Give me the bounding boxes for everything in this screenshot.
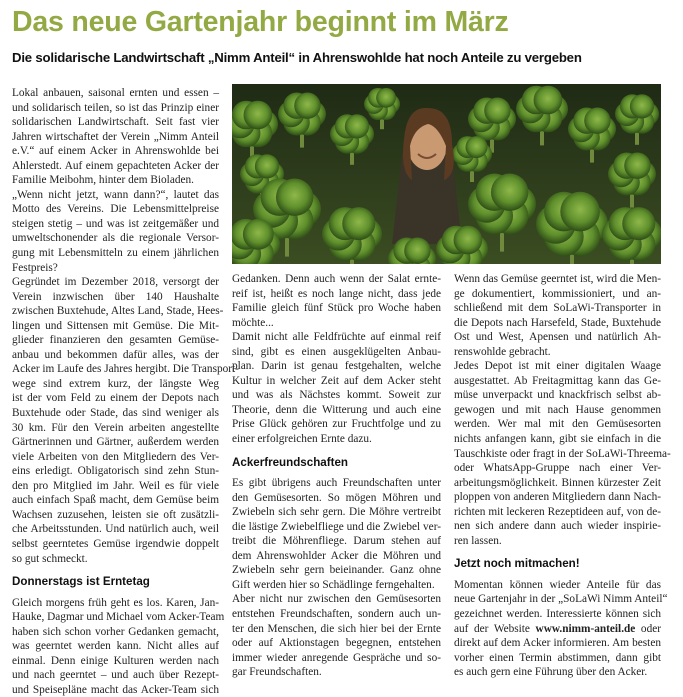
text-line: Tauschkiste oder fragt in der SoLaWi-Threema-: [454, 447, 671, 460]
text-line: Familie Meibohm, hinter dem Bioladen.: [12, 174, 194, 187]
text-line: renswohlde gebracht.: [454, 345, 551, 358]
text-line: Gleich morgens früh geht es los. Karen, Jan-: [12, 596, 219, 609]
text-line: was geerntet werden kann. Nicht alles auf: [12, 640, 219, 653]
text-line: ge dokumentiert, kommissioniert, und an-: [454, 287, 661, 300]
website-line: auf der Website www.nimm-anteil.de oder: [454, 622, 661, 635]
text-line: Prise Glück gehören zur Fruchtfolge und zu: [232, 418, 441, 431]
text-line: „Wenn nicht jetzt, wann dann?“, lautet das: [12, 188, 219, 201]
text-line: Gift werden hier so Schädlinge ferngehalten.: [232, 578, 435, 591]
text-line: lingen und Sittensen mit Gemüse. Die Mit-: [12, 319, 219, 332]
text-line: und solidarisch teilen, so ist das Prinzip einer: [12, 101, 219, 114]
text-line: ist der vom Feld zu einem der Depots nach: [12, 392, 219, 405]
text-line: und nach geerntet – und auch über Rezept-: [12, 669, 219, 682]
text-line: nichts anfangen kann, gibt sie einfach in die: [454, 433, 661, 446]
text-line: viele Arbeiten von den Mitgliedern des Ver-: [12, 450, 219, 463]
text-line: oder WhatsApp-Gruppe nach einer Ver-: [454, 462, 661, 475]
text-line: gewogen und mit nach Hause genommen: [454, 403, 661, 416]
column-2: [232, 272, 441, 680]
text-line: Gegründet im Dezember 2018, versorgt der: [12, 276, 219, 289]
text-line: einmal. Denn einige Kulturen werden nach: [12, 654, 219, 667]
text-line: und Speisepläne macht das Acker-Team sich: [12, 683, 219, 696]
text-line: Momentan können wieder Anteile für das: [454, 578, 661, 591]
text-line: den pro Mitglied im Jahr. Weil es für viele: [12, 479, 219, 492]
text-line: Jahren wirtschaftet der Verein „Nimm Anteil: [12, 130, 219, 143]
text-line: glieder finanzieren den gesamten Gemüse-: [12, 334, 219, 347]
text-line: Aber nicht nur zwischen den Gemüsesorten: [232, 593, 441, 606]
text-line: die Depots nach Harsefeld, Stade, Buxtehude: [454, 316, 661, 329]
text-line: Acker im Laufe des Jahres hergibt. Die Transport-: [12, 363, 239, 376]
text-line: Ahlerstedt. Auf einem gepachteten Acker der: [12, 159, 219, 172]
text-line: haben sich schon vorher Gedanken gemacht,: [12, 625, 219, 638]
text-line: oder auf Aktionstagen begegnen, entstehen: [232, 637, 441, 650]
text-line: möchte...: [232, 316, 274, 329]
text-line: schließend mit dem SoLaWi-Transporter in: [454, 302, 661, 315]
text-line: nen sich andere dann auch wieder inspirie-: [454, 520, 661, 533]
text-line: die lästige Zwiebelfliege und die Zwiebel ver-: [232, 520, 441, 533]
text-line: reif ist, heißt es noch lange nicht, dass jede: [232, 287, 441, 300]
text-line: 30 km. Für den Verein arbeiten angestellte: [12, 421, 219, 434]
text-line: treibt die Möhrenfliege. Darum stehen auf: [232, 535, 441, 548]
text-line: Verein inzwischen über 140 Haushalte: [12, 290, 219, 303]
heading-mitmachen: Jetzt noch mitmachen!: [454, 557, 580, 571]
text-line: Familie gleich fünf Stück pro Woche haben: [232, 302, 441, 315]
text-line: Wenn das Gemüse geerntet ist, wird die Men-: [454, 273, 661, 285]
text-line: entstehen Freundschaften, sondern auch un-: [232, 607, 441, 620]
text-line: selbst geerntetes Gemüse irgendwie doppelt: [12, 537, 219, 550]
text-line: anbau und bekommen dafür alles, was der: [12, 348, 219, 361]
text-line: Motto des Vereins. Die Lebensmittelpreise: [12, 203, 219, 216]
text-line: werden. Wer mal mit den Gemüsesorten: [454, 418, 661, 431]
text-line: es auch gern eine Führung über den Acker.: [454, 666, 648, 679]
kale-field-photo: [232, 84, 661, 264]
text-line: zwischen Buxtehude, Altes Land, Stade, Hees-: [12, 305, 224, 318]
article-headline: Das neue Gartenjahr beginnt im März: [12, 6, 509, 38]
text-line: vorher einen Termin abstimmen, dann gibt: [454, 651, 661, 664]
text-line: Festpreis?: [12, 261, 58, 274]
text-line: Theorie, denn die Witterung und auch eine: [232, 403, 441, 416]
text-line: ausgestattet. Ab Freitagmittag kann das Ge-: [454, 374, 661, 387]
text-line: che Arbeitsstunden. Und natürlich auch, weil: [12, 523, 219, 536]
text-line: ploppen von anderen Mitgliedern dann Nach-: [454, 491, 661, 504]
column-1: [12, 86, 239, 697]
text-line: Zwiebeln sehr gern beieinander. Ganz ohne: [232, 564, 441, 577]
text-line: solidarischen Landwirtschaft. Seit fast vier: [12, 116, 219, 129]
text-line: gar Freundschaften.: [232, 666, 322, 679]
text-line: müse unverpackt und knackfrisch selbst ab-: [454, 389, 661, 402]
text-line: eins erledigt. Obligatorisch sind zehn Stun-: [12, 465, 219, 478]
text-line: sind, gibt es einen ausgeklügelten Anbau-: [232, 345, 441, 358]
text-line: so gut schmeckt.: [12, 552, 88, 565]
text-line: auch einfach Spaß macht, dem Gemüse beim: [12, 494, 219, 507]
text-line: dem Ahrenswohlder Acker die Möhren und: [232, 549, 441, 562]
text-line: Hauke, Dagmar und Michael vom Acker-Team: [12, 611, 225, 624]
text-line: neue Gartenjahr in der „SoLaWi Nimm Anteil“: [454, 593, 668, 606]
text-line: Gärtnerinnen und Gärtner, außerdem werden: [12, 436, 219, 449]
text-line: arbeitungsmöglichkeit. Binnen kürzester Zeit: [454, 476, 661, 489]
text-line: gung mit Lebensmitteln zu einem jährlichen: [12, 247, 219, 260]
heading-ackerfreundschaften: Ackerfreundschaften: [232, 455, 348, 469]
text-line: ter den Menschen, die sich hier bei der Ernte: [232, 622, 441, 635]
text-line: einer erfolgreichen Ernte dazu.: [232, 433, 372, 446]
text-line: Wachsen zuzusehen, leisten sie oft zusätzli-: [12, 508, 219, 521]
text-line: plan. Darin ist genau festgehalten, welche: [232, 360, 441, 373]
text-line: und was als Nächstes kommt. Soweit zur: [232, 389, 441, 402]
heading-erntetag: Donnerstags ist Erntetag: [12, 575, 150, 589]
text-line: Gedanken. Denn auch wenn der Salat ernte-: [232, 273, 441, 285]
text-line: Ost und West, Apensen und natürlich Ah-: [454, 331, 661, 344]
text-line: richten mit leckeren Rezeptideen auf, von de-: [454, 505, 661, 518]
text-line: Damit nicht alle Feldfrüchte auf einmal reif: [232, 331, 441, 344]
text-line: Buxtehude oder Stade, das sind weniger als: [12, 407, 219, 420]
article-subheadline: Die solidarische Landwirtschaft „Nimm Anteil“ in Ahrenswohlde hat noch Anteile zu vergeben: [12, 50, 582, 65]
text-line: immer wieder anregende Gespräche und so-: [232, 651, 441, 664]
text-line: direkt auf dem Acker informieren. Am besten: [454, 637, 661, 650]
text-line: Jedes Depot ist mit einer digitalen Waage: [454, 360, 661, 373]
text-line: ren lassen.: [454, 534, 502, 547]
website-link[interactable]: www.nimm-anteil.de: [535, 622, 636, 635]
text-line: umweltschonender als die regionale Versor-: [12, 232, 219, 245]
text-line: Zwiebeln sich sehr gern. Die Möhre vertreibt: [232, 506, 441, 519]
text-line: den Gemüsesorten. So mögen Möhren und: [232, 491, 441, 504]
text-line: Es gibt übrigens auch Freundschaften unter: [232, 477, 441, 490]
column-3: [454, 272, 671, 680]
text-line: gezeichnet werden. Interessierte können sich: [454, 607, 661, 620]
text-line: Lokal anbauen, saisonal ernten und essen –: [12, 87, 219, 99]
text-line: wege sind extrem kurz, der längste Weg: [12, 377, 219, 390]
text-line: steigen stetig – und was ist zeitgemäßer und: [12, 217, 219, 230]
text-line: Kultur in welcher Zeit auf dem Acker steht: [232, 374, 441, 387]
text-line: e.V.“ auf einem Acker in Ahrenswohlde bei: [12, 145, 219, 158]
